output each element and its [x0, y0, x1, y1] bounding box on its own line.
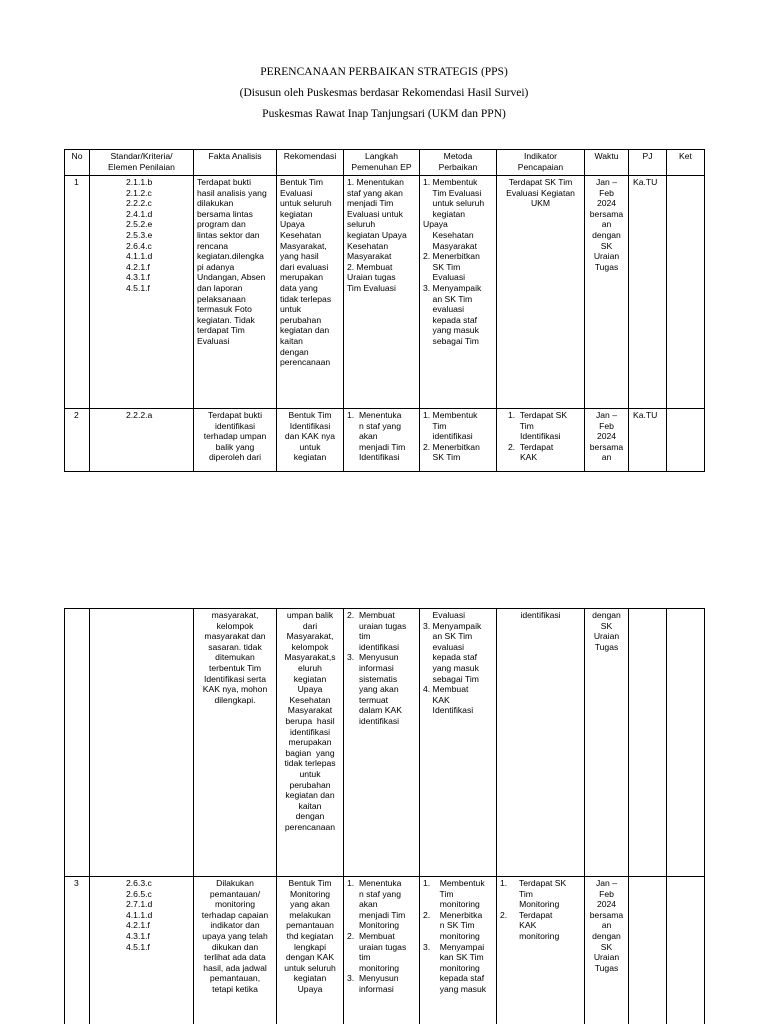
row1-no: 1 — [74, 177, 79, 187]
col-header-no: No — [71, 151, 83, 161]
row2-cont-langkah: 2. Membuat uraian tugas tim identifikasi 3. Menyusun informasi sistematis yang akan termuat dalam KAK identifikasi — [347, 610, 407, 726]
row2-cont-indikator: identifikasi — [520, 610, 561, 620]
row3-metoda: 1. Membentuk Tim monitoring 2. Menerbitka n SK Tim monitoring 3. Menyampai kan SK Tim monitoring kepada staf yang masuk — [423, 878, 487, 994]
col-header-fakta: Fakta Analisis — [208, 151, 262, 161]
row2-pj: Ka.TU — [633, 410, 658, 420]
table-border — [496, 608, 497, 1024]
row3-langkah: 1. Menentuka n staf yang akan menjadi Tim Monitoring 2. Membuat uraian tugas tim monitoring 3. Menyusun informasi — [347, 878, 407, 994]
row1-rekomendasi: Bentuk Tim Evaluasi untuk seluruh kegiatan Upaya Kesehatan Masyarakat, yang hasil dari evaluasi merupakan data yang tidak terlepas untuk perubahan kegiatan dan kaitan dengan perencanaan — [280, 177, 332, 368]
table-border — [64, 149, 705, 150]
row1-metoda: 1. Membentuk Tim Evaluasi untuk seluruh kegiatan Upaya Kesehatan Masyarakat 2. Menerbitkan SK Tim Evaluasi 3. Menyampaik an SK Tim evaluasi kepada staf yang masuk sebagai Tim — [423, 177, 485, 346]
puskesmas-name: Puskesmas Rawat Inap Tanjungsari (UKM dan PPN) — [262, 108, 506, 120]
row2-cont-fakta: masyarakat, kelompok masyarakat dan sasaran. tidak ditemukan terbentuk Tim Identifikasi serta KAK nya, mohon dilengkapi. — [202, 610, 268, 705]
row1-indikator: Terdapat SK Tim Evaluasi Kegiatan UKM — [506, 177, 575, 209]
page-subtitle: (Disusun oleh Puskesmas berdasar Rekomendasi Hasil Survei) — [239, 87, 529, 99]
col-header-metoda: Metoda Perbaikan — [438, 151, 478, 172]
table-border — [64, 175, 705, 176]
table-border — [666, 149, 667, 472]
row1-pj: Ka.TU — [633, 177, 658, 187]
row2-cont-rekomendasi: umpan balik dari Masyarakat, kelompok Masyarakat,s eluruh kegiatan Upaya Kesehatan Masyarakat berupa hasil identifikasi merupakan bagian yang tidak terlepas untuk perubahan kegiatan dan kaitan dengan perencanaan — [284, 610, 336, 832]
table-border — [343, 608, 344, 1024]
row3-waktu: Jan – Feb 2024 bersama an dengan SK Uraian Tugas — [589, 878, 624, 973]
table-border — [89, 149, 90, 472]
table-border — [343, 149, 344, 472]
row2-cont-metoda: Evaluasi 3. Menyampaik an SK Tim evaluasi kepada staf yang masuk sebagai Tim 4. Membuat KAK Identifikasi — [423, 610, 482, 716]
row2-no: 2 — [74, 410, 79, 420]
row3-rekomendasi: Bentuk Tim Monitoring yang akan melakukan pemantauan thd kegiatan lengkapi dengan KAK untuk seluruh kegiatan Upaya — [284, 878, 336, 994]
col-header-ket: Ket — [679, 151, 692, 161]
page-title: PERENCANAAN PERBAIKAN STRATEGIS (PPS) — [260, 66, 508, 78]
row1-standar: 2.1.1.b 2.1.2.c 2.2.2.c 2.4.1.d 2.5.2.e 2.5.3.e 2.6.4.c 4.1.1.d 4.2.1.f 4.3.1.f 4.5.1.f — [126, 177, 153, 293]
col-header-pj: PJ — [642, 151, 653, 161]
row3-no: 3 — [74, 878, 79, 888]
table-border — [704, 149, 705, 472]
table-border — [89, 608, 90, 1024]
table-border — [64, 608, 65, 1024]
table-border — [64, 149, 65, 472]
row2-langkah: 1. Menentuka n staf yang akan menjadi Tim Identifikasi — [347, 410, 406, 463]
table-border — [419, 608, 420, 1024]
row3-fakta: Dilakukan pemantauan/ monitoring terhadap capaian indikator dan upaya yang telah dikukan dan terlihat ada data hasil, ada jadwal pemantauan, tetapi ketika — [201, 878, 269, 994]
row2-waktu: Jan – Feb 2024 bersama an — [589, 410, 624, 463]
table-border — [64, 408, 705, 409]
row1-langkah: 1. Menentukan staf yang akan menjadi Tim Evaluasi untuk seluruh kegiatan Upaya Kesehatan Masyarakat 2. Membuat Uraian tugas Tim Evaluasi — [347, 177, 407, 293]
col-header-langkah: Langkah Pemenuhan EP — [351, 151, 412, 172]
row3-standar: 2.6.3.c 2.6.5.c 2.7.1.d 4.1.1.d 4.2.1.f 4.3.1.f 4.5.1.f — [126, 878, 153, 952]
table-border — [666, 608, 667, 1024]
table-border — [419, 149, 420, 472]
row1-fakta: Terdapat bukti hasil analisis yang dilakukan bersama lintas program dan lintas sektor dan rencana kegiatan.dilengka pi adanya Undangan, Absen dan laporan pelaksanaan termasuk Foto kegiatan. Tidak terdapat Tim Evaluasi — [197, 177, 267, 346]
table-border — [628, 149, 629, 472]
col-header-indikator: Indikator Pencapaian — [517, 151, 564, 172]
row2-rekomendasi: Bentuk Tim Identifikasi dan KAK nya untuk kegiatan — [284, 410, 336, 463]
col-header-waktu: Waktu — [594, 151, 619, 161]
table-border — [628, 608, 629, 1024]
table-border — [64, 471, 705, 472]
row2-standar: 2.2.2.a — [126, 410, 153, 420]
table-border — [704, 608, 705, 1024]
col-header-standar: Standar/Kriteria/ Elemen Penilaian — [108, 151, 175, 172]
row2-metoda: 1. Membentuk Tim identifikasi 2. Menerbitkan SK Tim — [423, 410, 480, 463]
table-border — [64, 608, 705, 609]
row2-fakta: Terdapat bukti identifikasi terhadap umpan balik yang diperoleh dari — [203, 410, 267, 463]
row1-waktu: Jan – Feb 2024 bersama an dengan SK Uraian Tugas — [589, 177, 624, 272]
col-header-rekomendasi: Rekomendasi — [283, 151, 337, 161]
table-border — [64, 876, 705, 877]
row2-cont-waktu: dengan SK Uraian Tugas — [592, 610, 621, 652]
row2-indikator: 1. Terdapat SK Tim Identifikasi 2. Terdapat KAK — [508, 410, 568, 463]
row3-indikator: 1. Terdapat SK Tim Monitoring 2. Terdapat KAK monitoring — [500, 878, 567, 941]
